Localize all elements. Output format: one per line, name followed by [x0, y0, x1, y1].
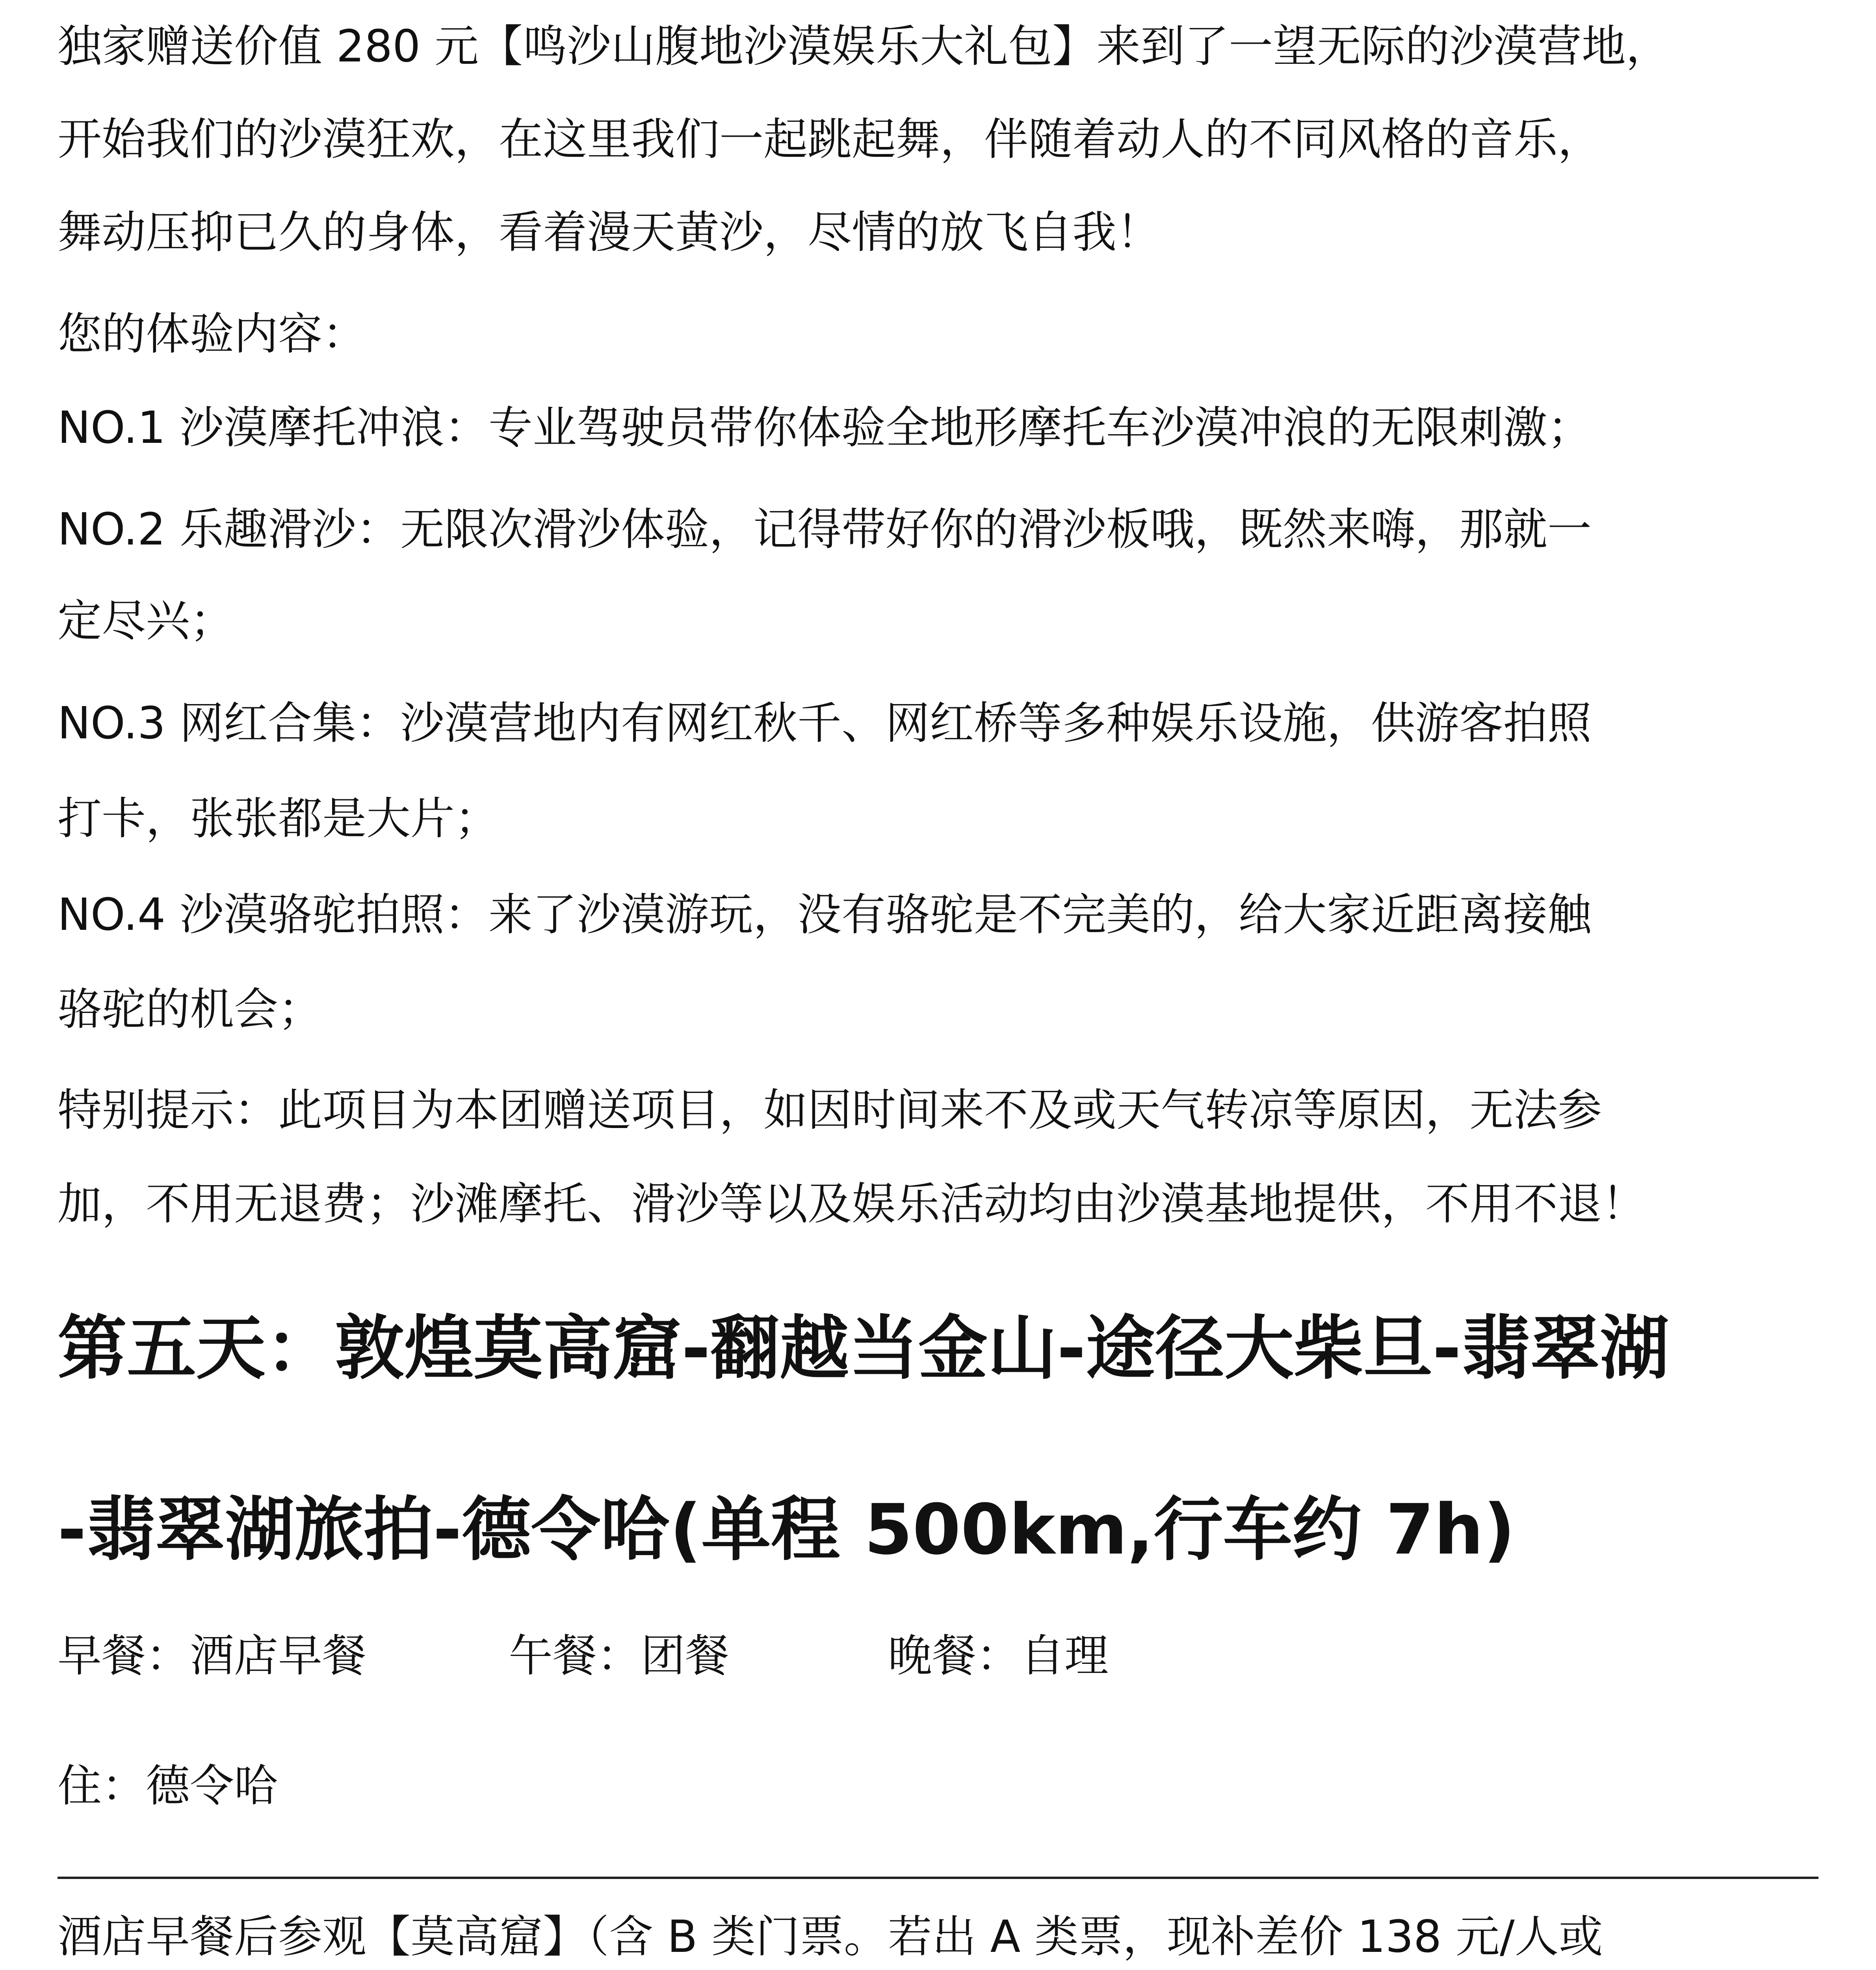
- intro-line-1: 独家赠送价值 280 元【鸣沙山腹地沙漠娱乐大礼包】来到了一望无际的沙漠营地，: [58, 21, 1670, 72]
- notice-line-2: 加，不用无退费；沙滩摩托、滑沙等以及娱乐活动均由沙漠基地提供，不用不退！: [58, 1178, 1646, 1230]
- experience-item-3-cont: 打卡，张张都是大片；: [58, 793, 499, 844]
- accommodation-info: 住：德令哈: [58, 1760, 278, 1812]
- dinner-info: 晚餐：自理: [888, 1630, 1109, 1682]
- breakfast-info: 早餐：酒店早餐: [58, 1630, 366, 1682]
- notice-line-1: 特别提示：此项目为本团赠送项目，如因时间来不及或天气转凉等原因，无法参: [58, 1085, 1602, 1136]
- body-line-1: 酒店早餐后参观【莫高窟】（含 B 类门票。若出 A 类票，现补差价 138 元/人或: [58, 1911, 1603, 1963]
- experience-item-4: NO.4 沙漠骆驼拍照：来了沙漠游玩，没有骆驼是不完美的，给大家近距离接触: [58, 889, 1592, 940]
- lunch-info: 午餐：团餐: [509, 1630, 729, 1682]
- day5-title-line-1: 第五天：敦煌莫高窟-翻越当金山-途径大柴旦-翡翠湖: [58, 1308, 1670, 1389]
- experience-item-1: NO.1 沙漠摩托冲浪：专业驾驶员带你体验全地形摩托车沙漠冲浪的无限刺激；: [58, 402, 1592, 453]
- experience-item-3: NO.3 网红合集：沙漠营地内有网红秋千、网红桥等多种娱乐设施，供游客拍照: [58, 698, 1592, 749]
- day5-title-line-2: -翡翠湖旅拍-德令哈(单程 500km,行车约 7h): [58, 1489, 1515, 1570]
- experience-item-2: NO.2 乐趣滑沙：无限次滑沙体验，记得带好你的滑沙板哦，既然来嗨，那就一: [58, 504, 1592, 555]
- intro-line-3: 舞动压抑已久的身体，看着漫天黄沙，尽情的放飞自我！: [58, 207, 1161, 258]
- experience-item-2-cont: 定尽兴；: [58, 595, 234, 647]
- experience-item-4-cont: 骆驼的机会；: [58, 984, 322, 1035]
- section-divider: [58, 1877, 1818, 1879]
- experience-title: 您的体验内容：: [58, 309, 366, 360]
- intro-line-2: 开始我们的沙漠狂欢，在这里我们一起跳起舞，伴随着动人的不同风格的音乐，: [58, 114, 1602, 165]
